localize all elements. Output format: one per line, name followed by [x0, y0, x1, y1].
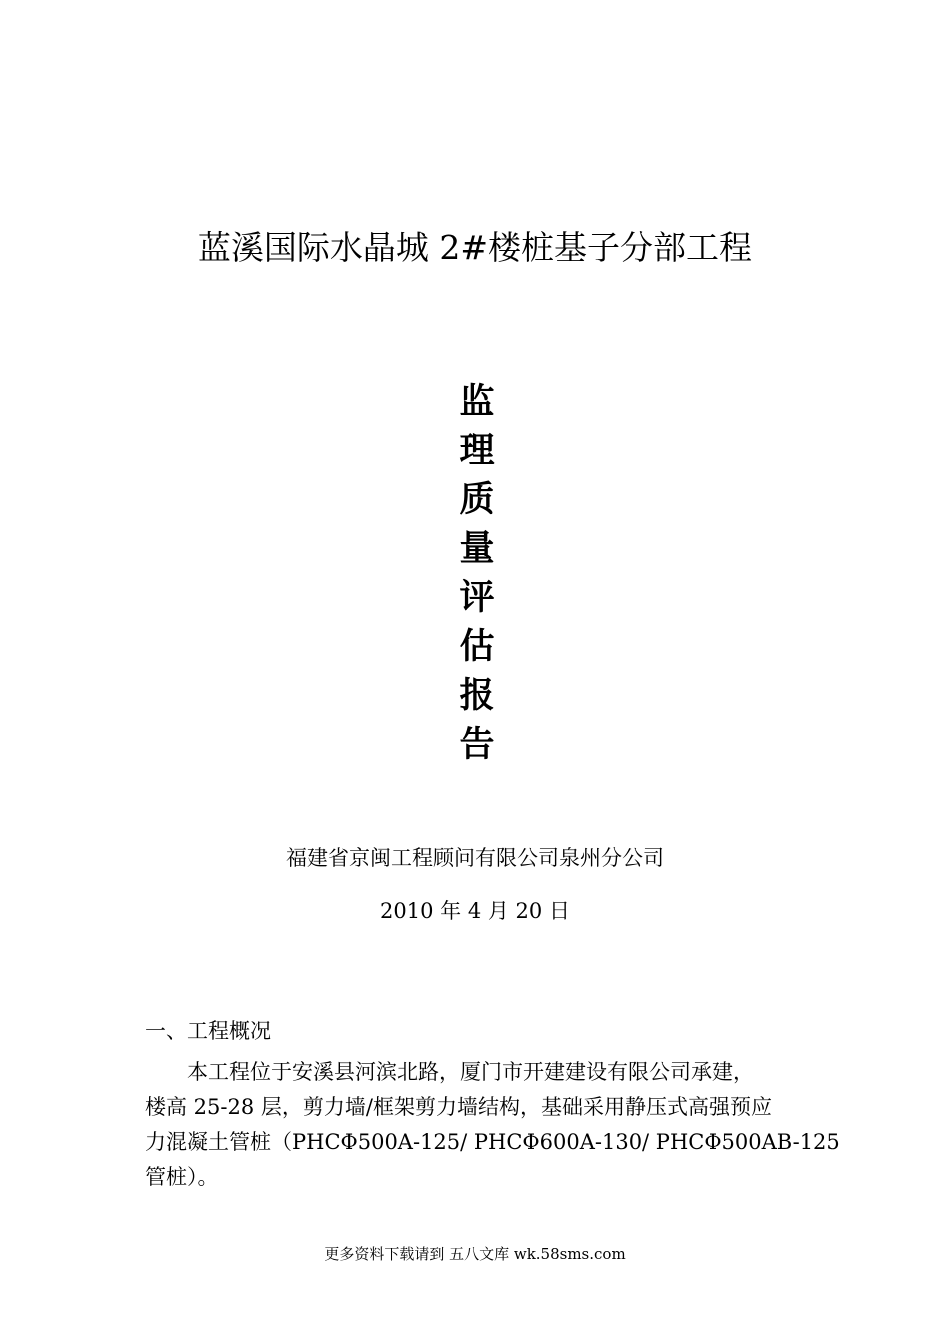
- paragraph-line: 本工程位于安溪县河滨北路，厦门市开建建设有限公司承建，: [187, 1060, 754, 1084]
- report-title-vertical: [455, 378, 499, 770]
- paragraph-line: 楼高 25-28 层，剪力墙/框架剪力墙结构，基础采用静压式高强预应: [145, 1095, 772, 1119]
- report-title-char: 量: [459, 529, 495, 569]
- report-title-char: 告: [459, 725, 495, 765]
- report-title-char: 监: [459, 382, 495, 422]
- section-body: [145, 1055, 840, 1195]
- report-date: 2010 年 4 月 20 日: [380, 899, 570, 923]
- report-title-char: 质: [459, 480, 495, 520]
- report-title-char: 报: [459, 676, 495, 716]
- section-heading: 一、工程概况: [145, 1019, 271, 1043]
- company-name: 福建省京闽工程顾问有限公司泉州分公司: [286, 846, 664, 870]
- paragraph-line: 管桩）。: [145, 1165, 219, 1189]
- paragraph-line: 力混凝土管桩（PHCΦ500A-125/ PHCΦ600A-130/ PHCΦ500AB-125: [145, 1130, 840, 1154]
- report-title-char: 估: [459, 627, 495, 667]
- project-title: 蓝溪国际水晶城 2#楼桩基子分部工程: [197, 228, 753, 267]
- report-title-char: 评: [459, 578, 495, 618]
- report-title-char: 理: [459, 431, 495, 471]
- footer-text: 更多资料下载请到 五八文库 wk.58sms.com: [324, 1245, 626, 1263]
